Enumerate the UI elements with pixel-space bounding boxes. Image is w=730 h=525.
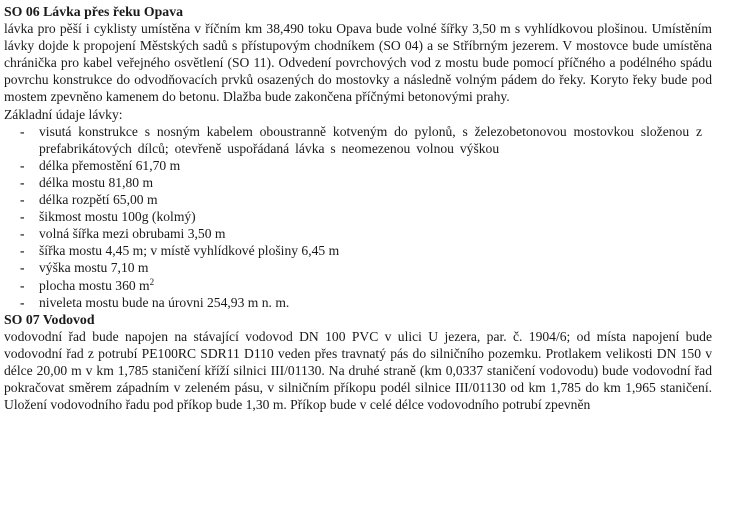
section-heading-so07: SO 07 Vodovod bbox=[4, 311, 95, 327]
spec-item-bridge-height: - výška mostu 7,10 m bbox=[20, 259, 712, 276]
spec-item-construction: - visutá konstrukce s nosným kabelem oboustranně kotveným do pylonů, s železobetonovou mostovkou složenou z prefabrikátových dílců; otevřeně uspořádaná lávka s neomezenou volnou výškou bbox=[20, 123, 712, 157]
spec-item-bridge-area bbox=[20, 277, 712, 294]
spec-item-grade-line: - niveleta mostu bude na úrovni 254,93 m n. m. bbox=[20, 294, 712, 311]
so07-description: vodovodní řad bude napojen na stávající vodovod DN 100 PVC v ulici U jezera, par. č. 1904/6; od místa napojení bude vodovodní řad z potrubí PE100RC SDR11 D110 veden přes travnatý pás do silničního pozemku. Protlakem velikosti DN 150 v délce 20,00 m v km 1,785 staničení kříží silnici III/01130. Na druhé straně (km 0,0337 staničení vodovodu) bude vodovodní řad pokračovat směrem západním v zeleném pásu, v silničním příkopu podél silnice III/01130 od km 1,785 do km 1,965 staničení. Uložení vodovodního řadu pod příkop bude 1,30 m. Příkop bude v celé délce vodovodního potrubí zpevněn bbox=[4, 328, 712, 413]
spec-item-bridge-length: - délka mostu 81,80 m bbox=[20, 174, 712, 191]
bridge-spec-list bbox=[4, 123, 712, 311]
section-heading-so06: SO 06 Lávka přes řeku Opava bbox=[4, 4, 184, 19]
spec-item-span-length: - délka přemostění 61,70 m bbox=[20, 157, 712, 174]
so06-description: lávka pro pěší i cyklisty umístěna v říčním km 38,490 toku Opava bude volné šířky 3,50 m s vyhlídkovou plošinou. Umístěním lávky dojde k propojení Městských sadů s přístupovým chodníkem (SO 04) a se Stříbrným jezerem. V mostovce bude umístěna chránička pro kabel veřejného osvětlení (SO 11). Odvedení povrchových vod z mostu bude pomocí příčného a podélného spádu povrchu konstrukce do odvodňovacích prvků osazených do mostovky a následně volným pádem do řeky. Koryto řeky bude pod mostem zpevněno kamenem do betonu. Dlažba bude zakončena příčnými betonovými prahy. bbox=[4, 21, 712, 105]
spec-item-bridge-width: - šířka mostu 4,45 m; v místě vyhlídkové plošiny 6,45 m bbox=[20, 242, 712, 259]
spec-item-skew: - šikmost mostu 100g (kolmý) bbox=[20, 208, 712, 225]
spec-item-span: - délka rozpětí 65,00 m bbox=[20, 191, 712, 208]
bridge-area-text: plocha mostu 360 m bbox=[39, 277, 150, 293]
spec-item-clear-width: - volná šířka mezi obrubami 3,50 m bbox=[20, 225, 712, 242]
area-unit-exponent: 2 bbox=[149, 276, 155, 287]
document-page bbox=[4, 3, 712, 413]
so06-subheading: Základní údaje lávky: bbox=[4, 106, 123, 122]
